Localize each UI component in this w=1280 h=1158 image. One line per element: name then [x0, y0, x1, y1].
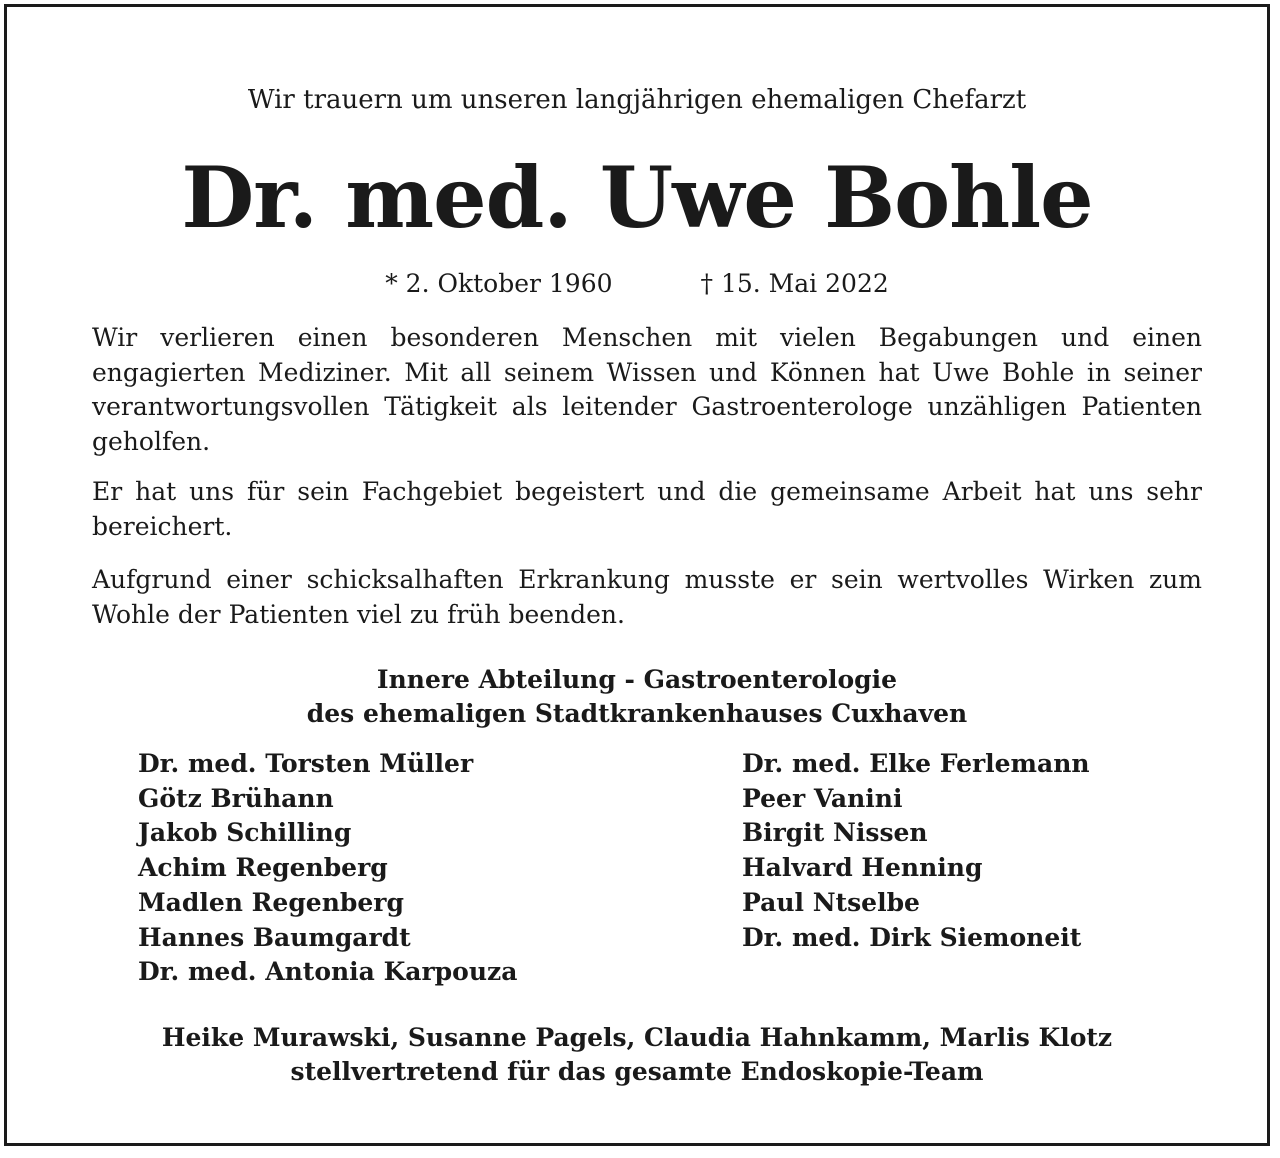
deceased-name: Dr. med. Uwe Bohle: [181, 148, 1093, 247]
signatory-name: Madlen Regenberg: [138, 887, 404, 917]
signatory-name: Birgit Nissen: [742, 818, 928, 848]
signatory-name: Dr. med. Antonia Karpouza: [138, 957, 518, 987]
signatories-right: [742, 747, 1090, 955]
paragraph-1: Wir verlieren einen besonderen Menschen mit vielen Begabungen und einen engagierten Mediziner. Mit all seinem Wissen und Können hat Uwe Bohle in seiner verantwortungsvollen Tätigkeit als leitender Gastroenterologe unzähligen Patienten geholfen.: [92, 323, 1202, 456]
paragraph-2: Er hat uns für sein Fachgebiet begeistert und die gemeinsame Arbeit hat uns sehr bereichert.: [92, 477, 1202, 541]
department-line-2: des ehemaligen Stadtkrankenhauses Cuxhaven: [306, 699, 968, 728]
signatory-name: Paul Ntselbe: [742, 887, 920, 917]
signatory-name: Halvard Henning: [742, 853, 983, 883]
signatory-name: Dr. med. Elke Ferlemann: [742, 749, 1090, 778]
signatory-name: Jakob Schilling: [138, 818, 352, 848]
paragraph-3: Aufgrund einer schicksalhaften Erkrankung musste er sein wertvolles Wirken zum Wohle der Patienten viel zu früh beenden.: [92, 565, 1202, 629]
signatory-name: Peer Vanini: [742, 783, 903, 813]
signatory-name: Dr. med. Dirk Siemoneit: [742, 922, 1082, 952]
life-dates: [7, 267, 1267, 301]
department-line-1: Innere Abteilung - Gastroenterologie: [376, 665, 898, 694]
intro-line: Wir trauern um unseren langjährigen ehemaligen Chefarzt: [247, 85, 1027, 115]
signatory-name: Götz Brühann: [138, 783, 334, 813]
signatories-left: [138, 747, 517, 990]
signatory-name: Dr. med. Torsten Müller: [138, 749, 474, 778]
signatory-name: Achim Regenberg: [138, 853, 388, 883]
team-line-1: Heike Murawski, Susanne Pagels, Claudia Hahnkamm, Marlis Klotz: [161, 1023, 1113, 1052]
birth-date: * 2. Oktober 1960: [385, 269, 613, 298]
signatory-name: Hannes Baumgardt: [138, 922, 411, 952]
death-date: † 15. Mai 2022: [700, 269, 889, 298]
team-line-2: stellvertretend für das gesamte Endoskopie-Team: [290, 1057, 984, 1086]
obituary-frame: [4, 4, 1270, 1146]
